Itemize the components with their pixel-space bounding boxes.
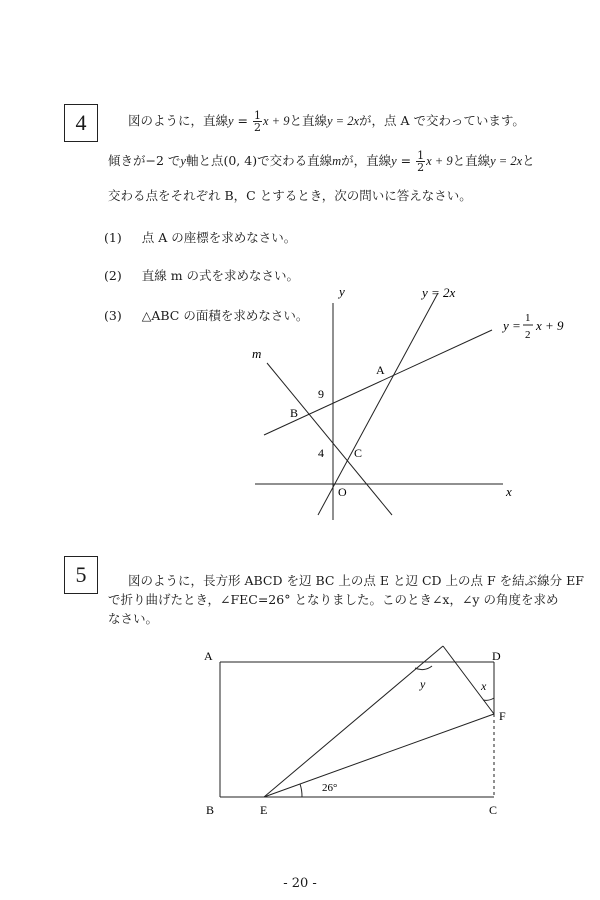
angle-x-label: x — [481, 679, 487, 693]
eq-half-prefix: y = — [503, 318, 521, 333]
x-axis-label: x — [506, 484, 512, 499]
fraction-half: $\frac{1}{2}$ — [417, 149, 425, 174]
tick-9-label: 9 — [318, 387, 324, 401]
y-axis-label: y — [339, 284, 345, 299]
q4-line-3: 交わる点をそれぞれ B，C とするとき，次の問いに答えなさい。 — [108, 188, 472, 203]
vertex-f-label: F — [499, 709, 506, 723]
point-a-label: A — [376, 363, 385, 377]
line-y-2x — [318, 293, 438, 515]
vertex-b-label: B — [206, 803, 215, 817]
eq-half-den: 2 — [525, 329, 531, 341]
question-4-number: 4 — [64, 104, 98, 142]
origin-label: O — [338, 485, 347, 499]
tick-4-label: 4 — [318, 446, 324, 460]
vertex-d-label: D — [492, 649, 501, 663]
point-b-label: B — [290, 406, 299, 420]
q4-line-2: 傾きが−2 でy軸と点(0, 4)で交わる直線mが，直線y = $\frac{1}{2}$ x + 9と直線y = 2xと — [108, 149, 535, 174]
line-y-half-x-plus-9 — [264, 330, 492, 435]
line-m — [267, 363, 392, 515]
q4-sub-1: (1) 点 A の座標を求めなさい。 — [104, 230, 297, 245]
vertex-e-label: E — [260, 803, 268, 817]
q4-sub-2: (2) 直線 m の式を求めなさい。 — [104, 268, 300, 283]
angle-26-label: 26° — [322, 782, 338, 794]
vertex-a-label: A — [204, 649, 213, 663]
q5-line-3: なさい。 — [108, 611, 159, 626]
q4-line-1: 図のように，直線y = $\frac{1}{2}$ x + 9と直線y = 2xが，点 A で交わっています。 — [128, 109, 525, 134]
q4-sub-3: (3) △ABC の面積を求めなさい。 — [104, 308, 309, 323]
vertex-c-label: C — [489, 803, 498, 817]
segment-ef — [264, 714, 494, 797]
angle-x-arc — [483, 698, 494, 700]
q5-figure — [0, 630, 600, 830]
page-number: - 20 - — [283, 876, 317, 891]
eq-half-suffix: x + 9 — [536, 318, 564, 333]
q5-line-1: 図のように，長方形 ABCD を辺 BC 上の点 E と辺 CD 上の点 F を結ぶ線分 EF — [128, 573, 584, 588]
eq-2x-label: y = 2x — [422, 285, 456, 300]
angle-y-label: y — [420, 677, 426, 691]
q5-line-2: で折り曲げたとき，∠FEC=26° となりました。このとき∠x，∠y の角度を求め — [108, 592, 559, 607]
point-c-label: C — [354, 446, 363, 460]
line-m-label: m — [252, 346, 262, 361]
question-5-number: 5 — [64, 556, 98, 594]
segment-dprime-f — [443, 646, 494, 714]
fraction-half: $\frac{1}{2}$ — [254, 109, 261, 134]
eq-half-num: 1 — [525, 312, 531, 324]
angle-26-arc — [300, 784, 302, 797]
